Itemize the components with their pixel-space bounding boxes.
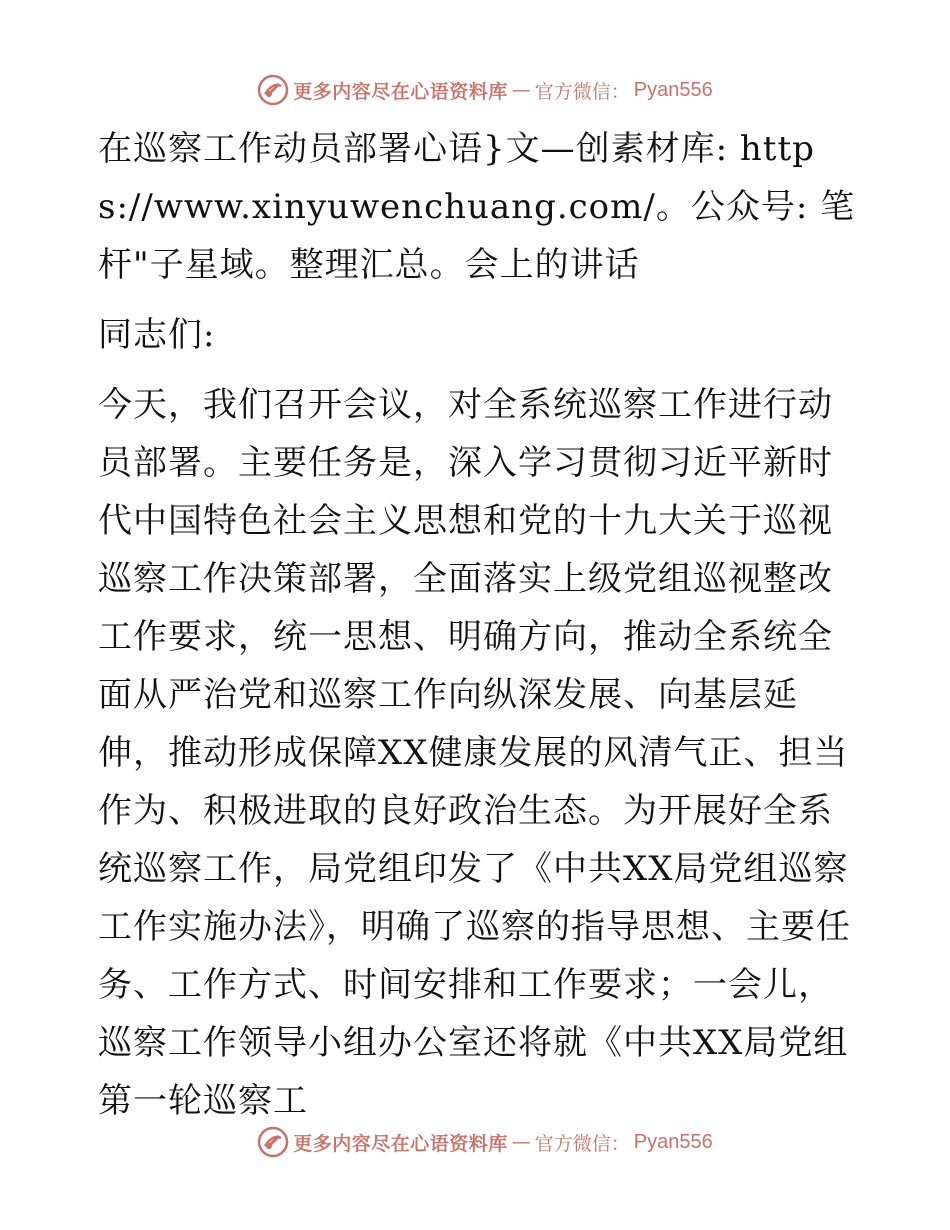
header-wechat-label: 官方微信： <box>534 80 630 103</box>
book-pen-logo-icon <box>257 1126 289 1158</box>
header-banner <box>0 70 950 110</box>
footer-banner-content <box>257 1126 713 1158</box>
header-separator: — <box>511 79 531 101</box>
book-pen-logo-icon <box>257 74 289 106</box>
footer-wechat-label: 官方微信： <box>534 1132 630 1155</box>
document-greeting: 同志们: <box>98 315 216 355</box>
header-wechat-id: Pyan556 <box>633 78 713 101</box>
header-banner-content <box>257 74 713 106</box>
document-content <box>98 120 858 1130</box>
footer-promo-text: 更多内容尽在心语资料库 <box>293 1132 508 1155</box>
footer-separator: — <box>511 1131 531 1153</box>
document-title: 在巡察工作动员部署心语}文—创素材库: https://www.xinyuwenchuang.com/。公众号: 笔杆"子星域。整理汇总。会上的讲话 <box>98 129 856 285</box>
footer-wechat-id: Pyan556 <box>633 1130 713 1153</box>
header-promo-text: 更多内容尽在心语资料库 <box>293 80 508 103</box>
document-body: 今天，我们召开会议，对全系统巡察工作进行动员部署。主要任务是，深入学习贯彻习近平新时代中国特色社会主义思想和党的十九大关于巡视巡察工作决策部署，全面落实上级党组巡视整改工作要求，统一思想、明确方向，推动全系统全面从严治党和巡察工作向纵深发展、向基层延伸，推动形成保障XX健康发展的风清气正、担当作为、积极进取的良好政治生态。为开展好全系统巡察工作，局党组印发了《中共XX局党组巡察工作实施办法》，明确了巡察的指导思想、主要任务、工作方式、时间安排和工作要求；一会儿，巡察工作领导小组办公室还将就《中共XX局党组第一轮巡察工 <box>98 385 851 1121</box>
footer-banner <box>0 1122 950 1162</box>
